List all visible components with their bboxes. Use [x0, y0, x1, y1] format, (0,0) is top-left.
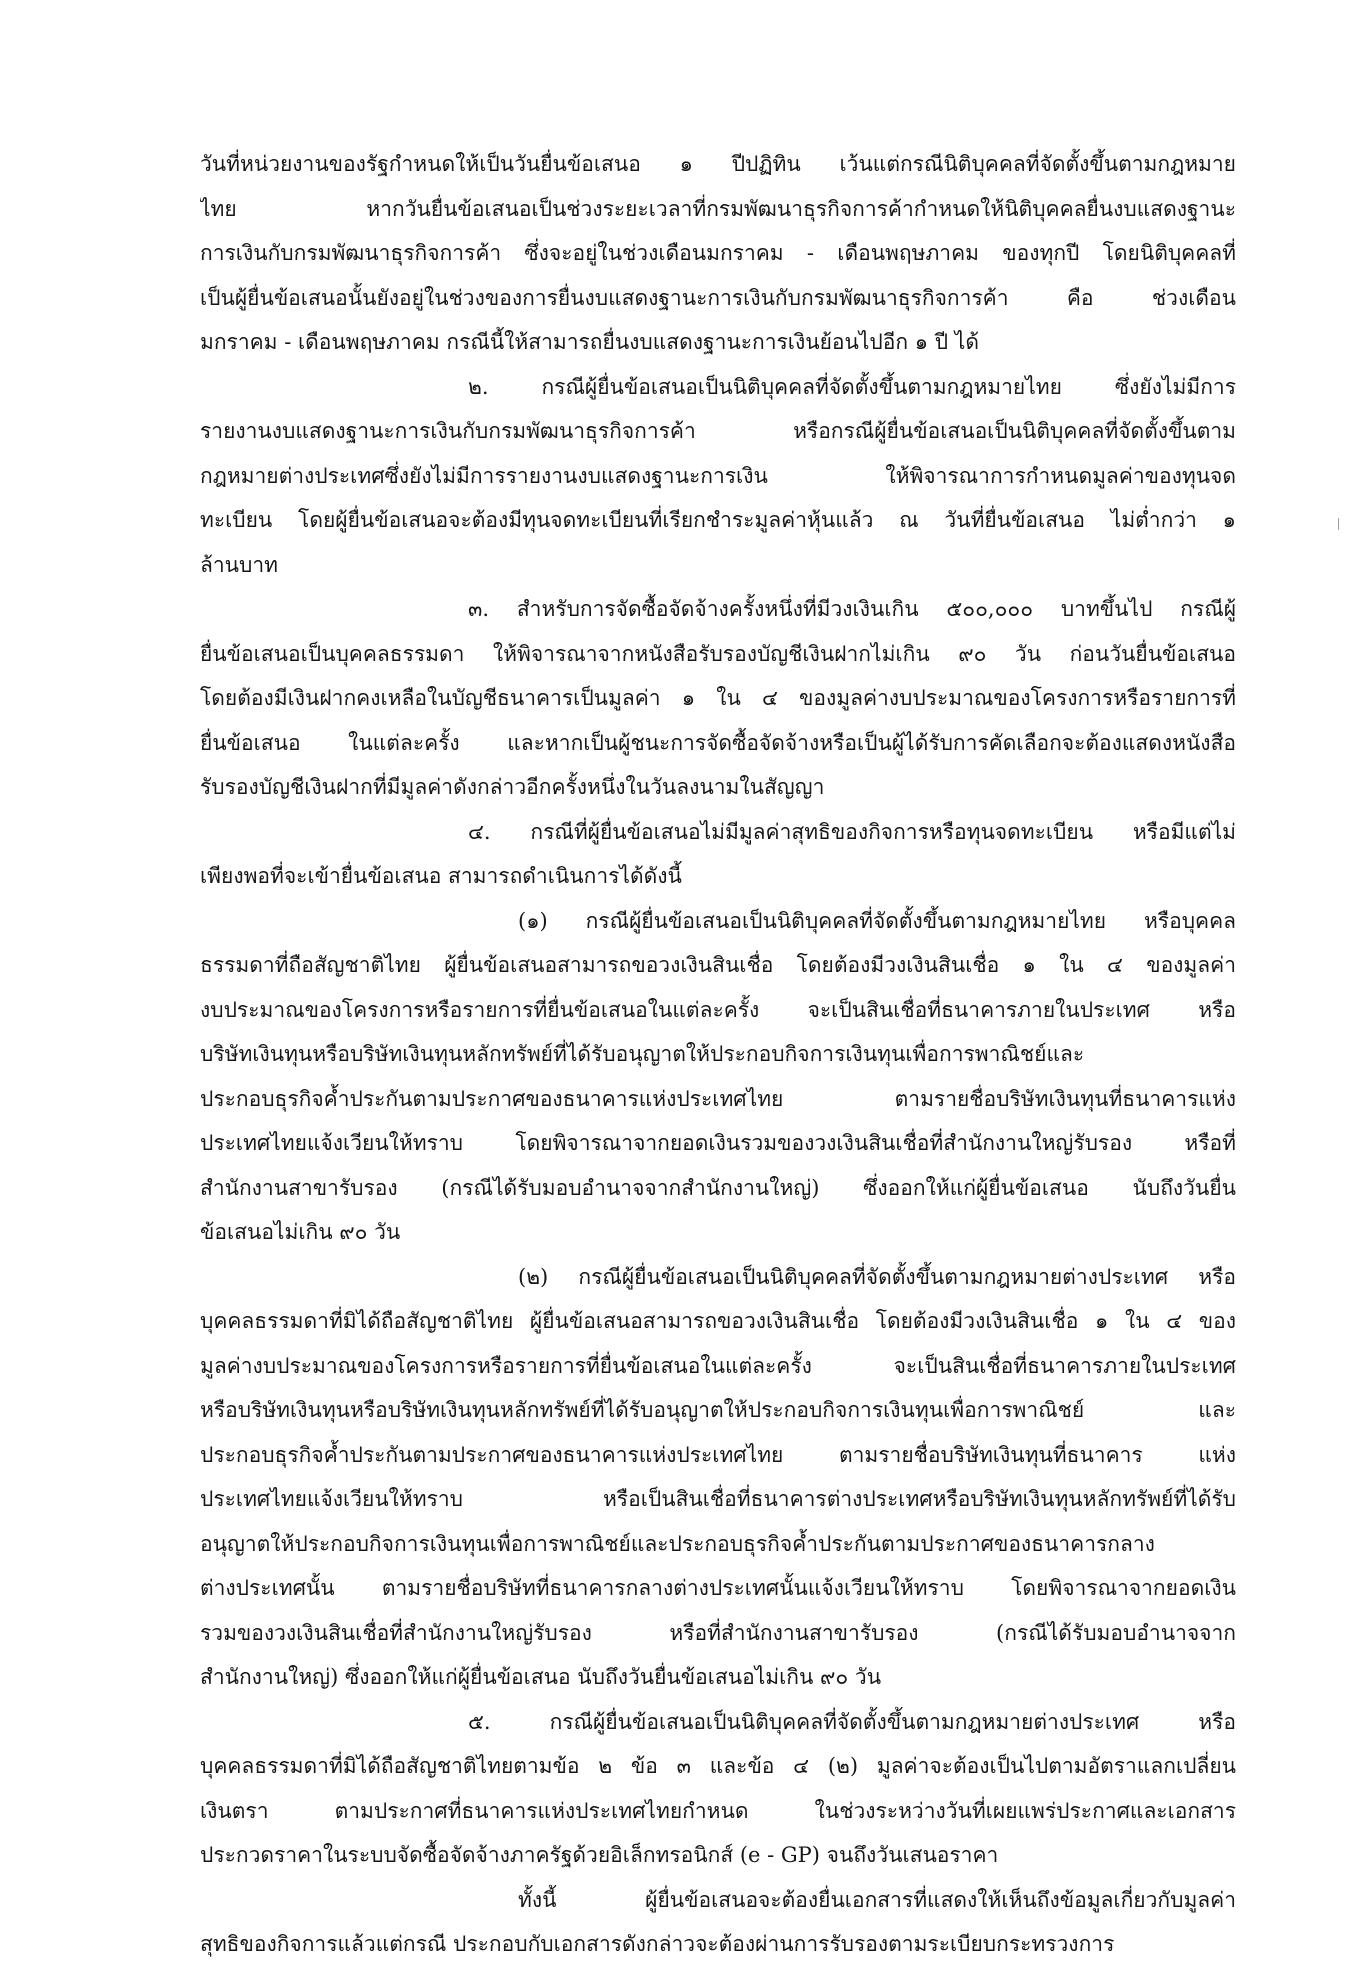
paragraph-line: ประกอบธุรกิจค้ำประกันตามประกาศของธนาคารแห่งประเทศไทย ตามรายชื่อบริษัทเงินทุนที่ธนาคาร แห่ง [200, 1442, 1236, 1467]
paragraph-line: สำนักงานสาขารับรอง (กรณีได้รับมอบอำนาจจากสำนักงานใหญ่) ซึ่งออกให้แก่ผู้ยื่นข้อเสนอ นับถึงวันยื่น [200, 1175, 1236, 1200]
paragraph-line: สำนักงานใหญ่) ซึ่งออกให้แก่ผู้ยื่นข้อเสนอ นับถึงวันยื่นข้อเสนอไม่เกิน ๙๐ วัน [200, 1665, 882, 1689]
paragraph-line: ธรรมดาที่ถือสัญชาติไทย ผู้ยื่นข้อเสนอสามารถขอวงเงินสินเชื่อ โดยต้องมีวงเงินสินเชื่อ ๑ ใน ๔ ของมูลค่า [200, 953, 1236, 977]
paragraph-first-line: วันที่หน่วยงานของรัฐกำหนดให้เป็นวันยื่นข้อเสนอ ๑ ปีปฏิทิน เว้นแต่กรณีนิติบุคคลที่จัดตั้งขึ้นตามกฎหมาย [200, 152, 1236, 176]
paragraph-line: มูลค่างบประมาณของโครงการหรือรายการที่ยื่นข้อเสนอในแต่ละครั้ง จะเป็นสินเชื่อที่ธนาคารภายในประเทศ [200, 1353, 1236, 1378]
paragraph-first-line: ๔. กรณีที่ผู้ยื่นข้อเสนอไม่มีมูลค่าสุทธิของกิจการหรือทุนจดทะเบียน หรือมีแต่ไม่ [468, 819, 1236, 844]
paragraph-line: บุคคลธรรมดาที่มิได้ถือสัญชาติไทย ผู้ยื่นข้อเสนอสามารถขอวงเงินสินเชื่อ โดยต้องมีวงเงินสินเชื่อ ๑ ใน ๔ ของ [200, 1309, 1236, 1333]
paragraph-line: ทะเบียน โดยผู้ยื่นข้อเสนอจะต้องมีทุนจดทะเบียนที่เรียกชำระมูลค่าหุ้นแล้ว ณ วันที่ยื่นข้อเสนอ ไม่ต่ำกว่า ๑ [200, 508, 1236, 532]
paragraph-line: หรือบริษัทเงินทุนหรือบริษัทเงินทุนหลักทรัพย์ที่ได้รับอนุญาตให้ประกอบกิจการเงินทุนเพื่อการพาณิชย์ และ [200, 1398, 1236, 1422]
paragraph-line: มกราคม - เดือนพฤษภาคม กรณีนี้ให้สามารถยื่นงบแสดงฐานะการเงินย้อนไปอีก ๑ ปี ได้ [200, 330, 979, 354]
paragraph-line: ไทย หากวันยื่นข้อเสนอเป็นช่วงระยะเวลาที่กรมพัฒนาธุรกิจการค้ากำหนดให้นิติบุคคลยื่นงบแสดงฐานะ [200, 196, 1236, 221]
paragraph-line: รวมของวงเงินสินเชื่อที่สำนักงานใหญ่รับรอง หรือที่สำนักงานสาขารับรอง (กรณีได้รับมอบอำนาจจาก [200, 1620, 1236, 1645]
paragraph-line: เป็นผู้ยื่นข้อเสนอนั้นยังอยู่ในช่วงของการยื่นงบแสดงฐานะการเงินกับกรมพัฒนาธุรกิจการค้า คือ ช่วงเดือน [200, 285, 1236, 310]
paragraph-first-line: ทั้งนี้ ผู้ยื่นข้อเสนอจะต้องยื่นเอกสารที่แสดงให้เห็นถึงข้อมูลเกี่ยวกับมูลค่า [518, 1887, 1236, 1912]
paragraph-line: ยื่นข้อเสนอเป็นบุคคลธรรมดา ให้พิจารณาจากหนังสือรับรองบัญชีเงินฝากไม่เกิน ๙๐ วัน ก่อนวันยื่นข้อเสนอ [200, 641, 1236, 666]
paragraph-line: รายงานงบแสดงฐานะการเงินกับกรมพัฒนาธุรกิจการค้า หรือกรณีผู้ยื่นข้อเสนอเป็นนิติบุคคลที่จัดตั้งขึ้นตาม [200, 419, 1236, 443]
paragraph-line: ล้านบาท [200, 552, 278, 577]
paragraph-line: เพียงพอที่จะเข้ายื่นข้อเสนอ สามารถดำเนินการได้ดังนี้ [200, 864, 682, 888]
paragraph-line: ประกอบธุรกิจค้ำประกันตามประกาศของธนาคารแห่งประเทศไทย ตามรายชื่อบริษัทเงินทุนที่ธนาคารแห่ง [200, 1086, 1236, 1111]
paragraph-line: เงินตรา ตามประกาศที่ธนาคารแห่งประเทศไทยกำหนด ในช่วงระหว่างวันที่เผยแพร่ประกาศและเอกสาร [200, 1798, 1236, 1823]
paragraph-line: ยื่นข้อเสนอ ในแต่ละครั้ง และหากเป็นผู้ชนะการจัดซื้อจัดจ้างหรือเป็นผู้ได้รับการคัดเลือกจะต้องแสดงหนังสือ [200, 730, 1236, 755]
paragraph-line: ประเทศไทยแจ้งเวียนให้ทราบ โดยพิจารณาจากยอดเงินรวมของวงเงินสินเชื่อที่สำนักงานใหญ่รับรอง หรือที่ [200, 1131, 1236, 1155]
paragraph-first-line: (๑) กรณีผู้ยื่นข้อเสนอเป็นนิติบุคคลที่จัดตั้งขึ้นตามกฎหมายไทย หรือบุคคล [518, 908, 1236, 933]
paragraph-line: บุคคลธรรมดาที่มิได้ถือสัญชาติไทยตามข้อ ๒ ข้อ ๓ และข้อ ๔ (๒) มูลค่าจะต้องเป็นไปตามอัตราแลกเปลี่ยน [200, 1754, 1236, 1778]
paragraph-line: รับรองบัญชีเงินฝากที่มีมูลค่าดังกล่าวอีกครั้งหนึ่งในวันลงนามในสัญญา [200, 775, 825, 799]
paragraph-first-line: ๒. กรณีผู้ยื่นข้อเสนอเป็นนิติบุคคลที่จัดตั้งขึ้นตามกฎหมายไทย ซึ่งยังไม่มีการ [468, 374, 1236, 399]
paragraph-line: บริษัทเงินทุนหรือบริษัทเงินทุนหลักทรัพย์ที่ได้รับอนุญาตให้ประกอบกิจการเงินทุนเพื่อการพาณิชย์และ [200, 1042, 1085, 1066]
paragraph-line: การเงินกับกรมพัฒนาธุรกิจการค้า ซึ่งจะอยู่ในช่วงเดือนมกราคม - เดือนพฤษภาคม ของทุกปี โดยนิติบุคคลที่ [200, 241, 1236, 265]
paragraph-first-line: (๒) กรณีผู้ยื่นข้อเสนอเป็นนิติบุคคลที่จัดตั้งขึ้นตามกฎหมายต่างประเทศ หรือ [518, 1264, 1236, 1289]
paragraph-first-line: ๓. สำหรับการจัดซื้อจัดจ้างครั้งหนึ่งที่มีวงเงินเกิน ๕๐๐,๐๐๐ บาทขึ้นไป กรณีผู้ [468, 597, 1236, 621]
scan-mark [1338, 518, 1339, 530]
paragraph-line: สุทธิของกิจการแล้วแต่กรณี ประกอบกับเอกสารดังกล่าวจะต้องผ่านการรับรองตามระเบียบกระทรวงการ [200, 1932, 1115, 1956]
paragraph-line: ประกวดราคาในระบบจัดซื้อจัดจ้างภาครัฐด้วยอิเล็กทรอนิกส์ (e - GP) จนถึงวันเสนอราคา [200, 1843, 999, 1867]
paragraph-line: ข้อเสนอไม่เกิน ๙๐ วัน [200, 1220, 401, 1244]
paragraph-line: ประเทศไทยแจ้งเวียนให้ทราบ หรือเป็นสินเชื่อที่ธนาคารต่างประเทศหรือบริษัทเงินทุนหลักทรัพย์ที่ได้รับ [200, 1487, 1236, 1511]
paragraph-line: งบประมาณของโครงการหรือรายการที่ยื่นข้อเสนอในแต่ละครั้ง จะเป็นสินเชื่อที่ธนาคารภายในประเทศ หรือ [200, 997, 1236, 1022]
paragraph-line: อนุญาตให้ประกอบกิจการเงินทุนเพื่อการพาณิชย์และประกอบธุรกิจค้ำประกันตามประกาศของธนาคารกลาง [200, 1531, 1155, 1556]
paragraph-line: โดยต้องมีเงินฝากคงเหลือในบัญชีธนาคารเป็นมูลค่า ๑ ใน ๔ ของมูลค่างบประมาณของโครงการหรือรายการที่ [200, 686, 1236, 710]
paragraph-line: กฎหมายต่างประเทศซึ่งยังไม่มีการรายงานงบแสดงฐานะการเงิน ให้พิจารณาการกำหนดมูลค่าของทุนจด [200, 463, 1236, 488]
paragraph-line: ต่างประเทศนั้น ตามรายชื่อบริษัทที่ธนาคารกลางต่างประเทศนั้นแจ้งเวียนให้ทราบ โดยพิจารณาจากยอดเงิน [200, 1576, 1236, 1600]
paragraph-first-line: ๕. กรณีผู้ยื่นข้อเสนอเป็นนิติบุคคลที่จัดตั้งขึ้นตามกฎหมายต่างประเทศ หรือ [468, 1709, 1236, 1734]
